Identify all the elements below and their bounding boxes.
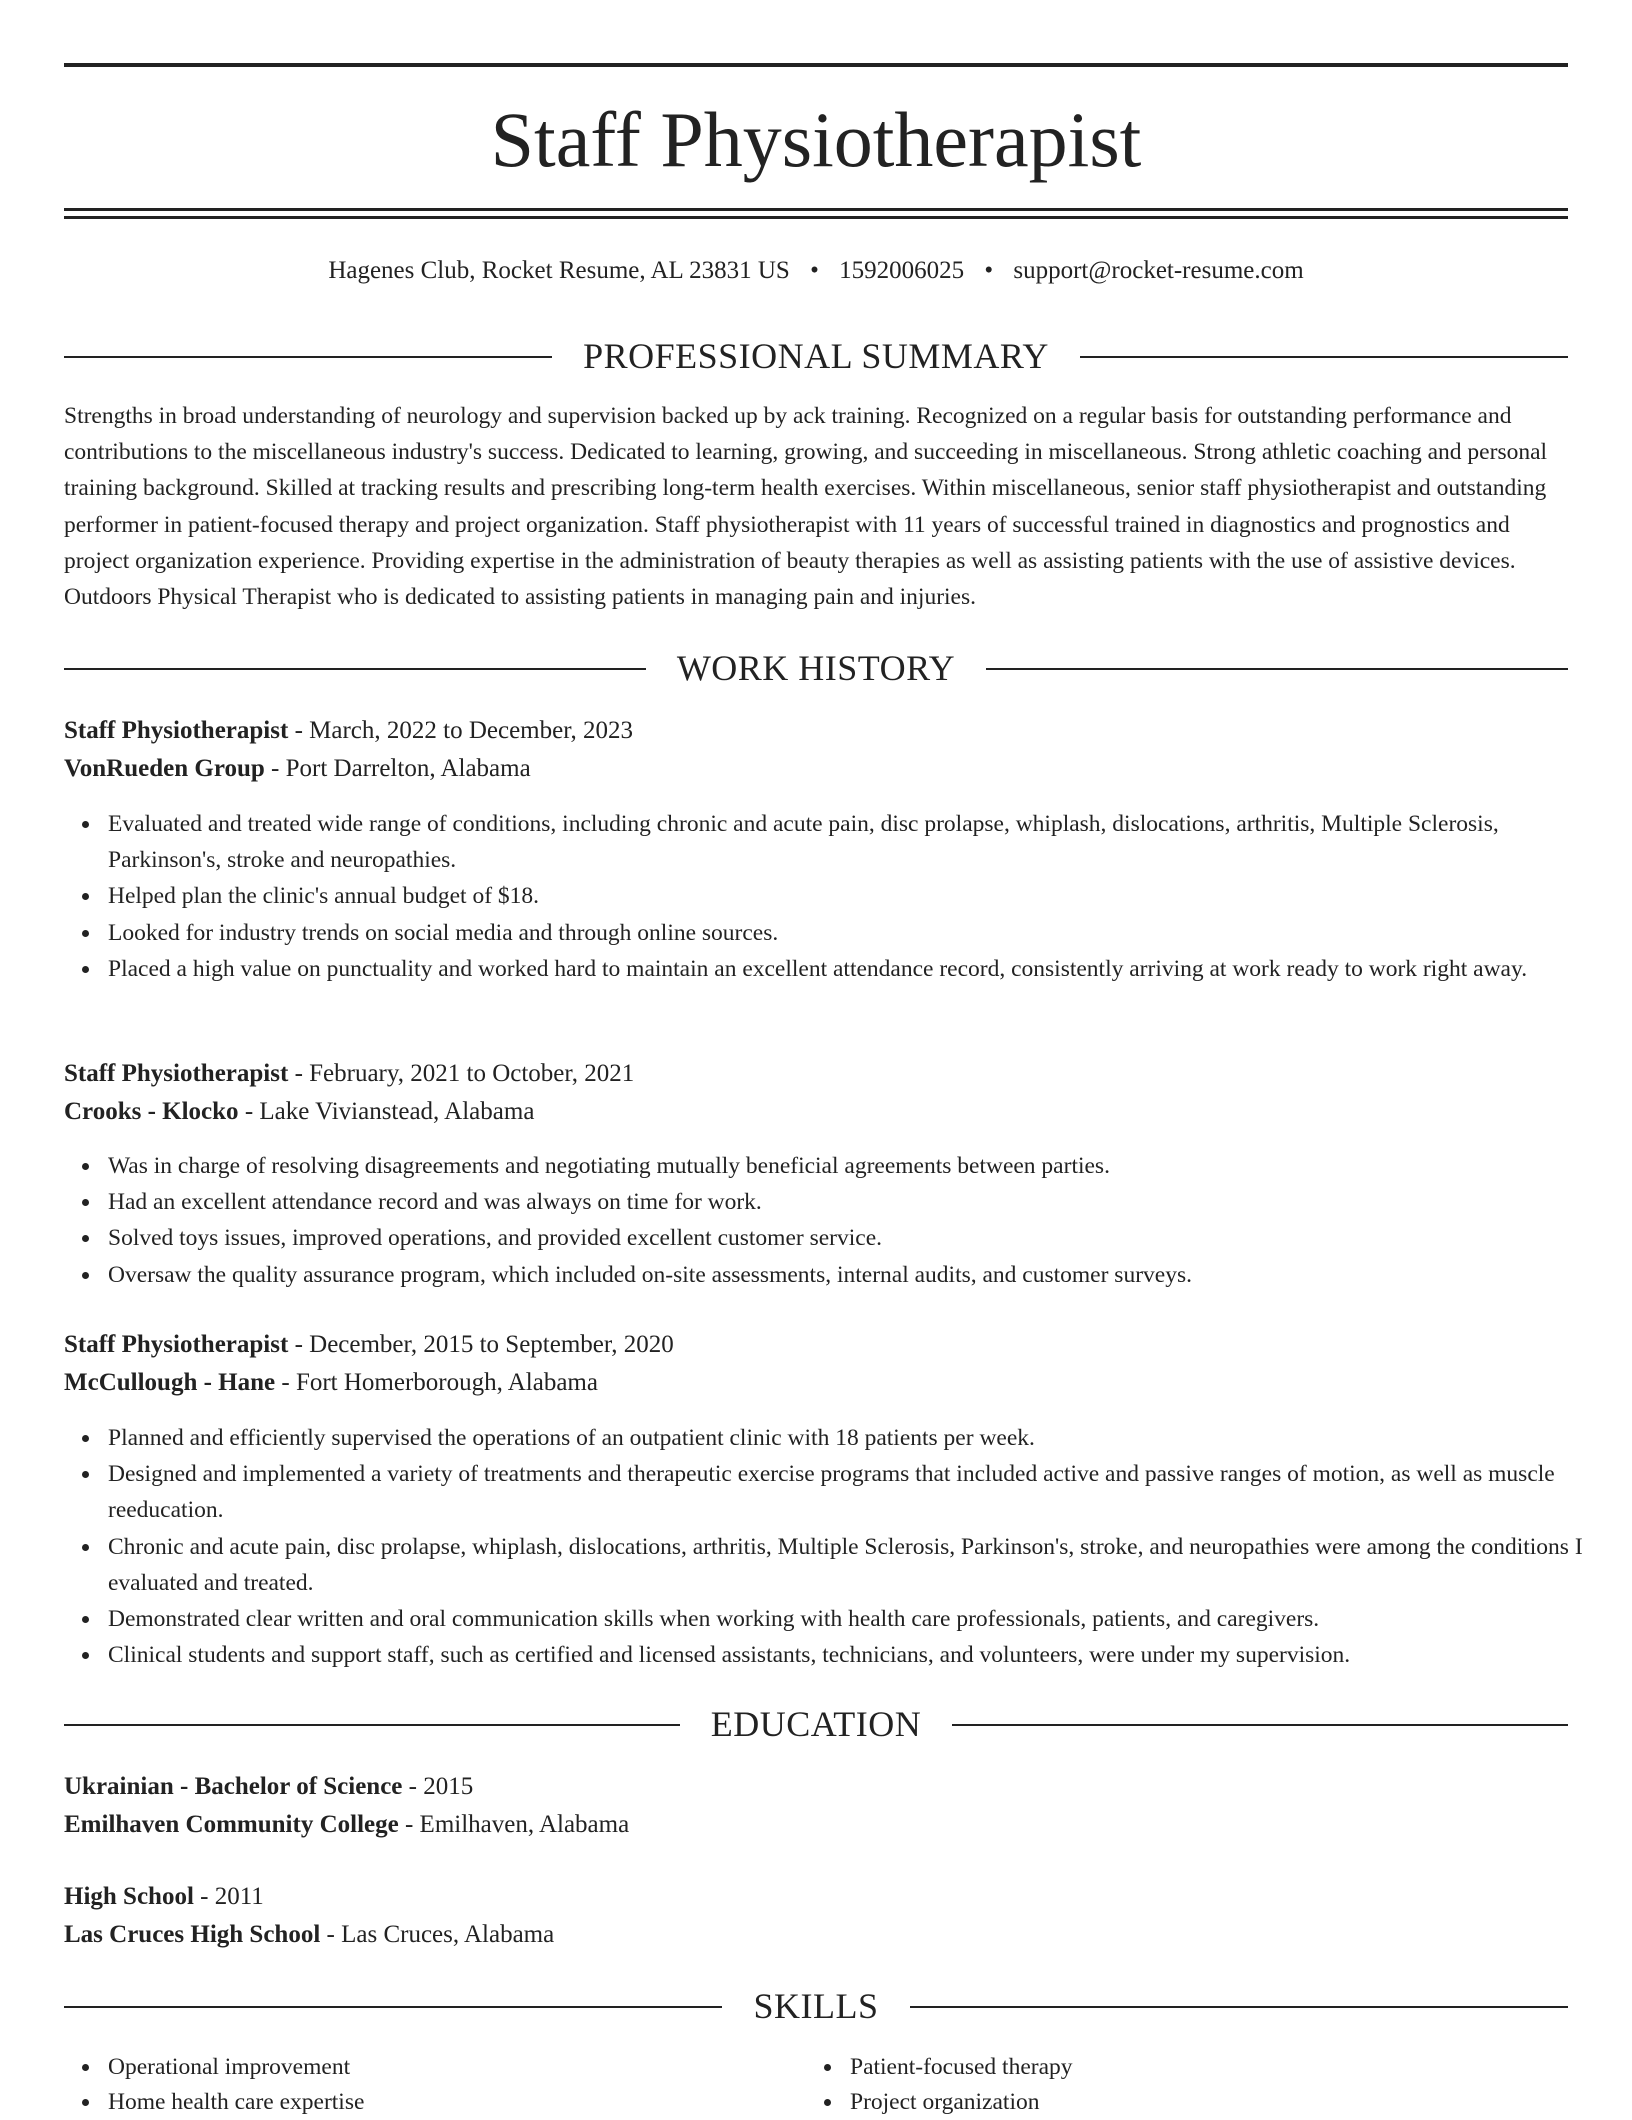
job-title: Staff Physiotherapist bbox=[64, 1331, 289, 1358]
job-location: - Fort Homerborough, Alabama bbox=[275, 1369, 598, 1396]
education-degree: Ukrainian - Bachelor of Science bbox=[64, 1773, 403, 1800]
list-item: Was in charge of resolving disagreements and negotiating mutually beneficial agreements between parties. bbox=[108, 1148, 1612, 1184]
job-company-line bbox=[64, 1364, 1568, 1402]
education-degree-line bbox=[64, 1878, 1568, 1916]
job-bullets bbox=[64, 1148, 1612, 1293]
education-year: - 2011 bbox=[193, 1883, 264, 1910]
job-bullets bbox=[64, 806, 1612, 987]
education-school-line bbox=[64, 1916, 1568, 1954]
section-title: WORK HISTORY bbox=[676, 648, 956, 688]
education-location: - Las Cruces, Alabama bbox=[320, 1921, 555, 1948]
education-school: Emilhaven Community College bbox=[64, 1811, 399, 1838]
name-double-rule-lower bbox=[64, 216, 1568, 219]
job-location: - Port Darrelton, Alabama bbox=[264, 755, 531, 782]
job-company-line bbox=[64, 1093, 1568, 1131]
contact-separator: • bbox=[984, 257, 994, 284]
list-item: Solved toys issues, improved operations, and provided excellent customer service. bbox=[108, 1220, 1612, 1256]
section-header-summary bbox=[64, 334, 1568, 378]
section-header-education bbox=[64, 1702, 1568, 1746]
job-title: Staff Physiotherapist bbox=[64, 717, 289, 744]
section-header-skills bbox=[64, 1984, 1568, 2028]
job-dates: - February, 2021 to October, 2021 bbox=[288, 1060, 635, 1087]
job-dates: - December, 2015 to September, 2020 bbox=[288, 1331, 674, 1358]
section-header-work-history bbox=[64, 646, 1568, 690]
list-item: Operational improvement bbox=[108, 2050, 808, 2085]
education-location: - Emilhaven, Alabama bbox=[398, 1811, 630, 1838]
education-degree-line bbox=[64, 1768, 1568, 1806]
contact-email: support@rocket-resume.com bbox=[1013, 257, 1304, 284]
job-dates: - March, 2022 to December, 2023 bbox=[288, 717, 634, 744]
list-item: Placed a high value on punctuality and worked hard to maintain an excellent attendance record, consistently arriving at work ready to work right away. bbox=[108, 951, 1612, 987]
name-double-rule-upper bbox=[64, 208, 1568, 211]
job-location: - Lake Vivianstead, Alabama bbox=[238, 1098, 535, 1125]
list-item: Had an excellent attendance record and was always on time for work. bbox=[108, 1184, 1612, 1220]
contact-separator: • bbox=[810, 257, 819, 284]
job-company: Crooks - Klocko bbox=[64, 1098, 239, 1125]
list-item: Evaluated and treated wide range of conditions, including chronic and acute pain, disc prolapse, whiplash, dislocations, arthritis, Multiple Sclerosis, Parkinson's, stroke and neuropathies. bbox=[108, 806, 1612, 878]
job-title-line bbox=[64, 712, 1568, 750]
job-bullets bbox=[64, 1420, 1612, 1673]
job-company: McCullough - Hane bbox=[64, 1369, 276, 1396]
job-title-line bbox=[64, 1326, 1568, 1364]
contact-address: Hagenes Club, Rocket Resume, AL 23831 US bbox=[328, 257, 790, 284]
list-item: Clinical students and support staff, such as certified and licensed assistants, technicians, and volunteers, were under my supervision. bbox=[108, 1637, 1612, 1673]
education-year: - 2015 bbox=[402, 1773, 474, 1800]
list-item: Chronic and acute pain, disc prolapse, whiplash, dislocations, arthritis, Multiple Sclerosis, Parkinson's, stroke, and neuropathies were among the conditions I evaluated and treated. bbox=[108, 1529, 1612, 1601]
list-item: Oversaw the quality assurance program, which included on-site assessments, internal audits, and customer surveys. bbox=[108, 1257, 1612, 1293]
top-rule bbox=[64, 63, 1568, 67]
education-school-line bbox=[64, 1806, 1568, 1844]
list-item: Project organization bbox=[850, 2085, 1550, 2120]
job-company-line bbox=[64, 750, 1568, 788]
list-item: Helped plan the clinic's annual budget of $18. bbox=[108, 878, 1612, 914]
section-title: SKILLS bbox=[753, 1986, 879, 2026]
list-item: Patient-focused therapy bbox=[850, 2050, 1550, 2085]
skills-list-left bbox=[64, 2050, 808, 2120]
section-title: EDUCATION bbox=[710, 1704, 922, 1744]
job-company: VonRueden Group bbox=[64, 755, 265, 782]
list-item: Designed and implemented a variety of treatments and therapeutic exercise programs that included active and passive ranges of motion, as well as muscle reeducation. bbox=[108, 1456, 1612, 1528]
resume-name: Staff Physiotherapist bbox=[490, 96, 1142, 183]
list-item: Demonstrated clear written and oral communication skills when working with health care professionals, patients, and caregivers. bbox=[108, 1601, 1612, 1637]
summary-paragraph: Strengths in broad understanding of neurology and supervision backed up by ack training. Recognized on a regular basis for outstanding performance and contributions to the miscellaneous industry's success. Dedicated to learning, growing, and succeeding in miscellaneous. Strong athletic coaching and personal training background. Skilled at tracking results and prescribing long-term health exercises. Within miscellaneous, senior staff physiotherapist and outstanding performer in patient-focused therapy and project organization. Staff physiotherapist with 11 years of successful trained in diagnostics and prognostics and project organization experience. Providing expertise in the administration of beauty therapies as well as assisting patients with the use of assistive devices. Outdoors Physical Therapist who is dedicated to assisting patients in managing pain and injuries. bbox=[64, 403, 1548, 611]
job-title-line bbox=[64, 1055, 1568, 1093]
education-degree: High School bbox=[64, 1883, 194, 1910]
job-title: Staff Physiotherapist bbox=[64, 1060, 289, 1087]
section-title: PROFESSIONAL SUMMARY bbox=[583, 336, 1049, 376]
list-item: Planned and efficiently supervised the operations of an outpatient clinic with 18 patients per week. bbox=[108, 1420, 1612, 1456]
list-item: Looked for industry trends on social media and through online sources. bbox=[108, 915, 1612, 951]
list-item: Home health care expertise bbox=[108, 2085, 808, 2120]
contact-phone: 1592006025 bbox=[839, 257, 965, 284]
contact-line bbox=[64, 253, 1568, 289]
education-school: Las Cruces High School bbox=[64, 1921, 321, 1948]
skills-list-right bbox=[806, 2050, 1550, 2120]
